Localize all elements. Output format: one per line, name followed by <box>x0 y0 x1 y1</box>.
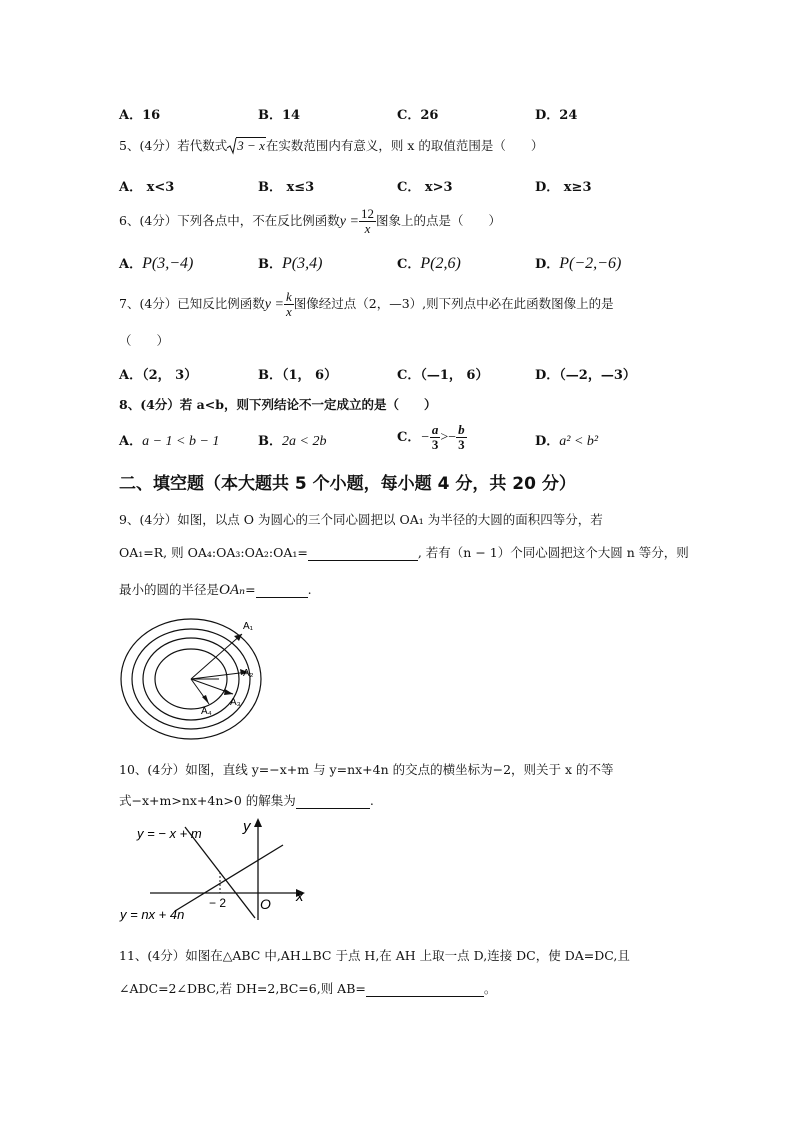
q9-line3-oan: OAₙ <box>219 582 246 598</box>
q6-option-b <box>258 253 322 273</box>
q8-option-d-value: a² < b² <box>559 434 599 449</box>
q4-option-d: D．24 <box>535 108 578 123</box>
q6-frac-den: x <box>364 221 371 236</box>
q10-line1: 10、(4分）如图，直线 y=−x+m 与 y=nx+4n 的交点的横坐标为−2，则关于 x 的不等 <box>119 762 614 777</box>
arrow-a3-icon <box>224 689 233 695</box>
q11-line2-period: 。 <box>483 981 497 996</box>
q8-option-b-label: B． <box>258 434 282 449</box>
q9-line3-period: . <box>307 582 312 597</box>
q6-option-c-label: C． <box>397 257 421 272</box>
q4-option-c: C．26 <box>397 108 439 123</box>
q4-option-b: B．14 <box>258 108 301 123</box>
q8-c-frac2-num: b <box>458 422 465 437</box>
label-y-axis: y <box>243 818 251 835</box>
q9-blank-2[interactable] <box>256 582 308 598</box>
q9-line2-text-a: OA₁=R, 则 OA₄:OA₃:OA₂:OA₁= <box>119 545 308 560</box>
q7-yeq: y = <box>264 297 284 312</box>
q8-option-c <box>397 420 467 456</box>
q7-stem <box>119 285 614 323</box>
q8-option-d-label: D． <box>535 434 560 449</box>
sqrt-sign-icon <box>227 137 237 155</box>
q7-answer-paren: （ ） <box>119 333 170 348</box>
q6-suffix: 图象上的点是（ ） <box>375 213 501 228</box>
q8-option-b <box>258 430 326 450</box>
q5-suffix: 在实数范围内有意义，则 x 的取值范围是（ ） <box>265 138 544 153</box>
q9-line1: 9、(4分）如图，以点 O 为圆心的三个同心圆把以 OA₁ 为半径的大圆的面积四等分，若 <box>119 512 603 527</box>
q11-line2-text: ∠ADC=2∠DBC,若 DH=2,BC=6,则 AB= <box>119 981 366 996</box>
q9-line3-text-a: 最小的圆的半径是 <box>119 582 220 597</box>
q6-option-b-value: P(3,4) <box>282 255 323 272</box>
q6-option-a-label: A． <box>119 257 143 272</box>
label-x-axis: x <box>296 888 304 905</box>
q8-option-c-label: C． <box>397 430 421 445</box>
label-origin: O <box>260 896 271 912</box>
q5-option-a: A． x<3 <box>119 180 175 195</box>
q10-graph-figure <box>115 815 315 925</box>
q11-blank[interactable] <box>366 981 484 997</box>
q8-option-b-value: 2a < 2b <box>282 434 327 449</box>
q8-option-c-frac2 <box>456 423 467 452</box>
label-line1: y = − x + m <box>137 826 202 841</box>
q6-prefix: 6、(4分）下列各点中，不在反比例函数 <box>119 213 340 228</box>
q6-yeq: y = <box>339 214 359 229</box>
q7-option-b: B．（1， 6） <box>258 368 338 383</box>
q7-frac-den: x <box>285 304 292 319</box>
label-a3: A₃ <box>230 697 241 708</box>
label-tick-neg2: − 2 <box>209 896 227 910</box>
q8-c-frac2-den: 3 <box>458 437 465 452</box>
q10-blank[interactable] <box>296 793 370 809</box>
q5-option-b: B． x≤3 <box>258 180 315 195</box>
radius-oa1 <box>191 634 242 679</box>
q8-option-a-label: A． <box>119 434 143 449</box>
label-a1: A₁ <box>243 621 254 632</box>
q7-suffix: 图像经过点（2，—3）,则下列点中必在此函数图像上的是 <box>293 296 614 311</box>
label-a2: A₂ <box>243 668 254 679</box>
q6-option-b-label: B． <box>258 257 282 272</box>
q11-line1: 11、(4分）如图在△ABC 中,AH⊥BC 于点 H,在 AH 上取一点 D,连接 DC，使 DA=DC,且 <box>119 948 630 963</box>
section-heading: 二、填空题（本大题共 5 个小题，每小题 4 分，共 20 分） <box>119 474 576 494</box>
q9-line2-text-b: , 若有（n − 1）个同心圆把这个大圆 n 等分，则 <box>417 545 689 560</box>
q7-option-c: C．（—1， 6） <box>397 368 489 383</box>
q5-radical <box>227 138 266 154</box>
q6-option-a-value: P(3,−4) <box>142 255 194 272</box>
q9-line3 <box>119 580 312 599</box>
q8-stem: 8、(4分）若 a<b，则下列结论不一定成立的是（ ） <box>119 397 437 412</box>
q6-option-d-label: D． <box>535 257 560 272</box>
q7-option-a: A．（2， 3） <box>119 368 198 383</box>
q8-option-a-value: a − 1 < b − 1 <box>142 434 220 449</box>
q6-option-a <box>119 253 193 273</box>
q8-option-a <box>119 430 219 450</box>
q6-fraction <box>359 207 376 236</box>
q10-line2 <box>119 791 374 809</box>
label-line2: y = nx + 4n <box>120 907 185 922</box>
q9-line3-equals: = <box>245 582 256 597</box>
q8-c-frac1-den: 3 <box>431 437 439 452</box>
q8-option-d <box>535 430 598 450</box>
q9-line2 <box>119 543 689 561</box>
q5-prefix: 5、(4分）若代数式 <box>119 138 228 153</box>
q7-option-d: D．（—2，—3） <box>535 368 636 383</box>
q6-option-c-value: P(2,6) <box>420 255 461 272</box>
q8-c-frac1-num: a <box>431 422 439 437</box>
q8-option-c-frac1 <box>430 423 441 452</box>
q7-frac-num: k <box>285 289 292 304</box>
q11-line2 <box>119 979 496 997</box>
q9-concentric-circles-figure <box>115 612 285 747</box>
q5-option-c: C． x>3 <box>397 180 453 195</box>
q5-stem <box>119 136 543 154</box>
q4-option-a: A．16 <box>119 108 161 123</box>
q7-fraction <box>284 290 294 319</box>
q8-option-c-gt: >− <box>440 430 457 445</box>
q7-prefix: 7、(4分）已知反比例函数 <box>119 296 265 311</box>
q6-option-d <box>535 253 621 273</box>
q5-option-d: D． x≥3 <box>535 180 592 195</box>
y-axis-arrow-icon <box>254 818 262 827</box>
label-a4: A₄ <box>201 706 212 717</box>
q10-line2-text: 式−x+m>nx+4n>0 的解集为 <box>119 793 296 808</box>
q6-stem <box>119 202 501 240</box>
q10-line2-period: . <box>369 793 374 808</box>
q6-option-d-value: P(−2,−6) <box>559 255 622 272</box>
q9-blank-1[interactable] <box>308 545 418 561</box>
q6-frac-num: 12 <box>360 206 374 221</box>
q5-radicand: 3 − x <box>237 138 265 153</box>
q8-option-c-minus: − <box>420 430 430 445</box>
q6-option-c <box>397 253 461 273</box>
